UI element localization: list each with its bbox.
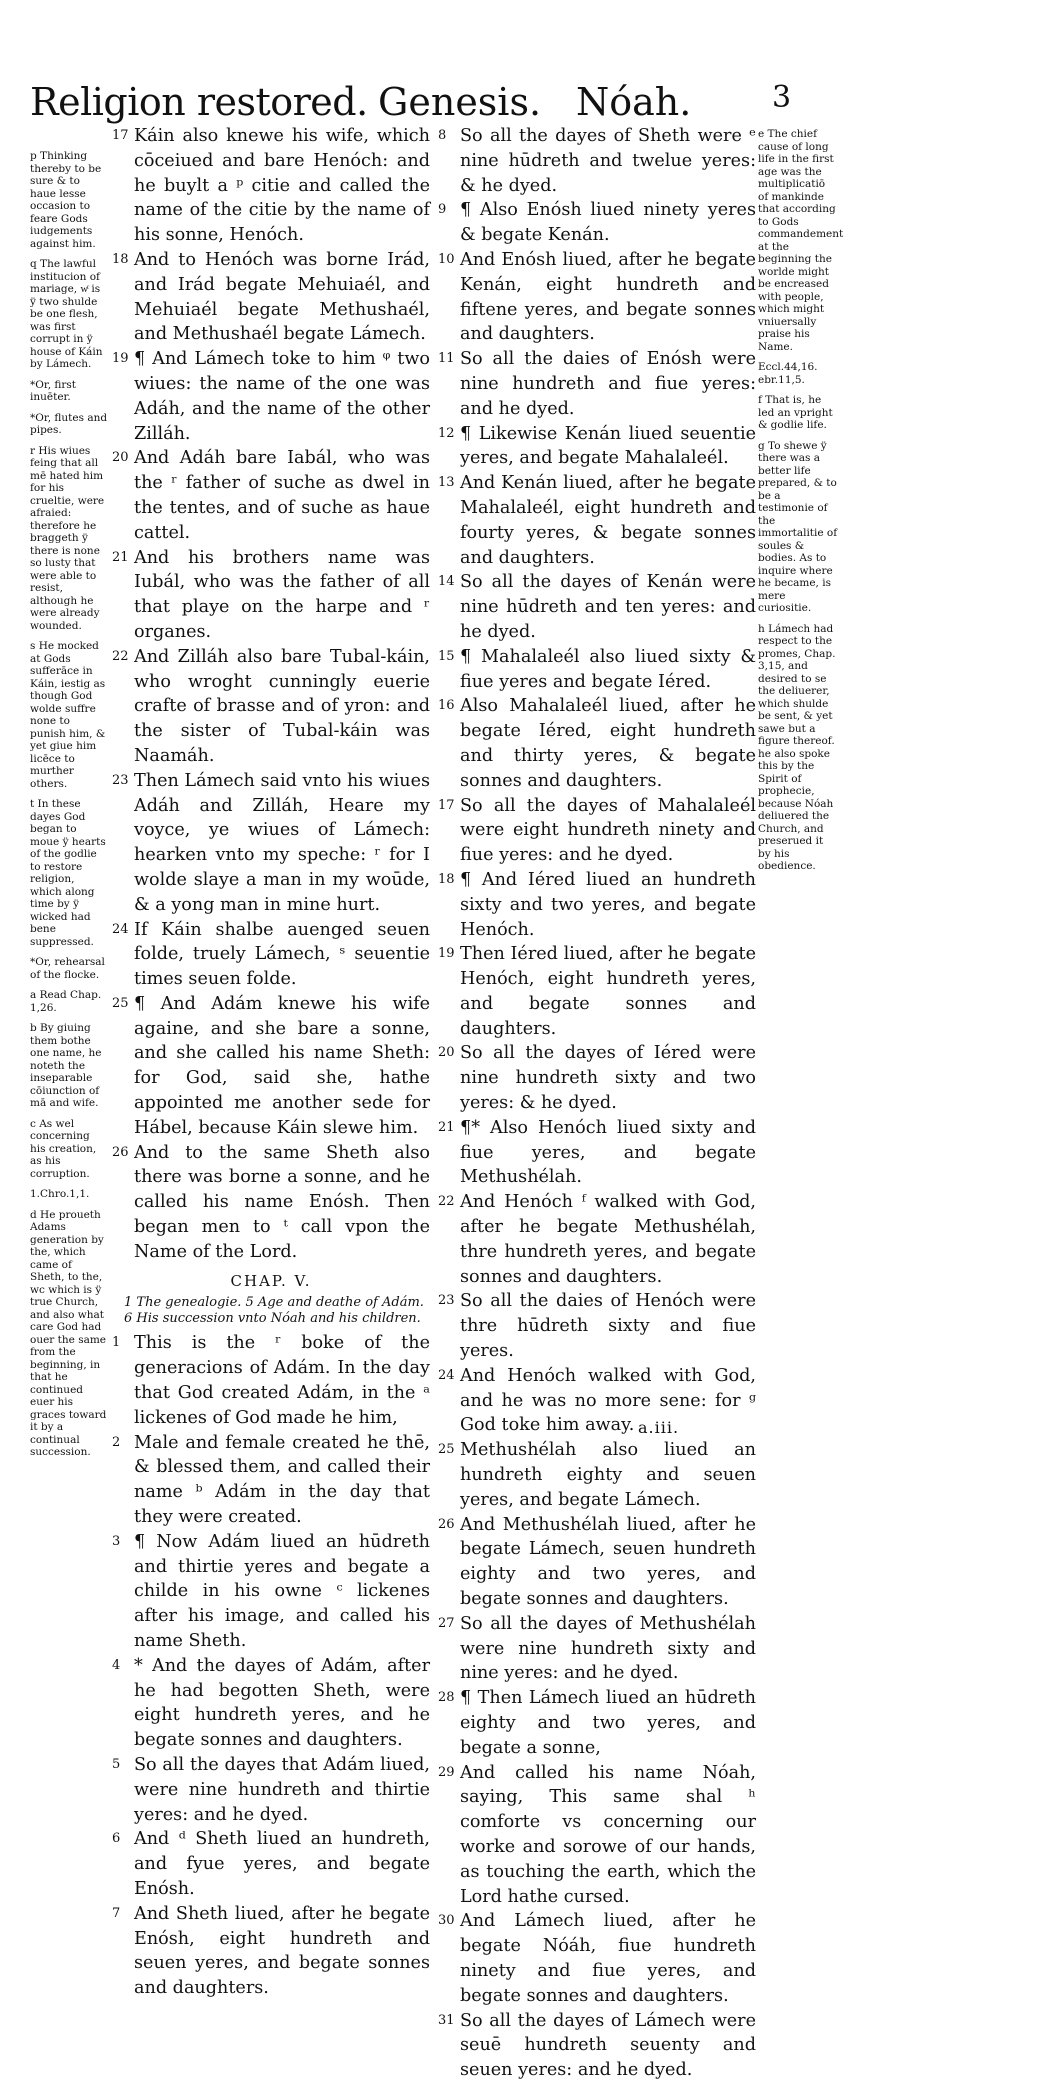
verse-number: 25 <box>112 995 129 1011</box>
verse-text: So all the dayes of Iéred were nine hundreth sixty and two yeres: & he dyed. <box>460 1043 756 1114</box>
margin-note: Eccl.44,16. ebr.11,5. <box>758 361 818 386</box>
right-margin-notes <box>758 128 844 881</box>
verse-number: 1 <box>112 1335 121 1351</box>
margin-note: q The lawful institucion of mariage, wͨ is ÿ two shulde be one flesh, was first corrupt in ÿ house of Káin by Lámech. <box>30 258 103 370</box>
verse <box>112 446 430 545</box>
verse <box>112 1431 430 1530</box>
verse-number: 18 <box>112 251 129 267</box>
verse <box>438 2009 756 2083</box>
verse <box>438 1190 756 1289</box>
verse-text: So all the dayes of Lámech were seuē hundreth seuenty and seuen yeres: and he dyed. <box>460 2010 756 2081</box>
verse-text: So all the dayes of Methushélah were nine hundreth sixty and nine yeres: and he dyed. <box>460 1613 756 1684</box>
verse-number: 22 <box>112 648 129 664</box>
verse-text: ¶ And Adám knewe his wife againe, and she bare a sonne, and she called his name Sheth: for God, said she, hathe appointed me another sede for Hábel, because Káin slewe him. <box>134 993 430 1138</box>
page-number: 3 <box>772 80 792 115</box>
verse-text: So all the daies of Henóch were thre hūdreth sixty and fiue yeres. <box>460 1291 756 1362</box>
margin-note: t In these dayes God began to moue ÿ hearts of the godlie to restore religion, which along time by ÿ wicked had bene suppressed. <box>30 798 106 948</box>
verse-number: 28 <box>438 1690 455 1706</box>
verse <box>112 769 430 918</box>
verse-text: So all the dayes of Sheth were ᵉ nine hūdreth and twelue yeres: & he dyed. <box>460 126 756 196</box>
verse-text: And Kenán liued, after he begate Mahalaleél, eight hundreth and fourty yeres, & begate sonnes and daughters. <box>460 473 756 568</box>
verse-text: ¶ Also Enósh liued ninety yeres & begate Kenán. <box>460 200 756 246</box>
chapter-heading: CHAP. V. <box>230 1271 312 1290</box>
verse <box>112 1331 430 1430</box>
verse <box>112 124 430 248</box>
verse-text: Male and female created he thē, & blessed them, and called their name ᵇ Adám in the day that they were created. <box>134 1432 430 1528</box>
left-text-column <box>112 124 430 2001</box>
verse <box>112 645 430 769</box>
verse-text: Then Lámech said vnto his wiues Adáh and Zilláh, Heare my voyce, ye wiues of Lámech: hearken vnto my speche: ʳ for I wolde slaye a man in my woūde, & a yong man in mine hurt. <box>134 770 431 915</box>
verse-text: So all the dayes of Kenán were nine hūdreth and ten yeres: and he dyed. <box>460 572 756 642</box>
book-title: Genesis. <box>378 80 542 124</box>
verse-number: 10 <box>438 251 455 267</box>
verse <box>112 1753 430 1827</box>
verse-number: 17 <box>112 128 129 143</box>
verse-text: And Henóch walked with God, and he was no more sene: for ᵍ God toke him away. <box>460 1365 756 1436</box>
verse-number: 4 <box>112 1657 121 1673</box>
running-title-right: Nóah. <box>576 80 692 124</box>
margin-note: s He mocked at Gods sufferāce in Káin, iestig as though God wolde suffre none to punish him, & yet giue him licēce to murther others. <box>30 640 106 790</box>
verse-text: And to Henóch was borne Irád, and Irád begate Mehuiaél, and Mehuiaél begate Methushaél, and Methushaél begate Lámech. <box>134 249 430 345</box>
verse <box>112 1902 430 2001</box>
verse <box>112 1827 430 1901</box>
margin-note: *Or, rehearsal of the flocke. <box>30 956 105 981</box>
verse-number: 30 <box>438 1913 455 1929</box>
running-title-left: Religion restored. <box>30 80 368 124</box>
margin-note: r His wiues feing that all mē hated him for his crueltie, were afraied: therefore he braggeth ÿ there is none so lusty that were able to resist, although he were already wounded. <box>30 444 105 632</box>
verse <box>112 992 430 1141</box>
verse-number: 27 <box>438 1615 455 1631</box>
verse-number: 24 <box>438 1367 455 1383</box>
verse <box>112 248 430 347</box>
verse <box>438 1761 756 1910</box>
verse-number: 18 <box>438 871 455 887</box>
verse-text: Also Mahalaleél liued, after he begate Iéred, eight hundreth and thirty yeres, & begate sonnes and daughters. <box>460 696 756 791</box>
margin-note: a Read Chap. 1,26. <box>30 989 102 1014</box>
margin-note: h Lámech had respect to the promes, Chap. 3,15, and desired to se the deliuerer, which shulde be sent, & yet sawe but a figure thereof. he also spoke this by the Spirit of prophecie, because Nóah deliuered the Church, and preserued it by his obedience. <box>758 622 836 872</box>
verse-text: If Káin shalbe auenged seuen folde, truely Lámech, ˢ seuentie times seuen folde. <box>134 919 430 990</box>
verse-text: So all the dayes that Adám liued, were nine hundreth and thirtie yeres: and he dyed. <box>134 1755 430 1825</box>
verse <box>112 1530 430 1654</box>
verse-text: ¶ Likewise Kenán liued seuentie yeres, and begate Mahalaleél. <box>460 423 756 469</box>
margin-note: 1.Chro.1,1. <box>30 1188 90 1200</box>
verse-text: This is the ʳ boke of the generacions of Adám. In the day that God created Adám, in the ᵃ lickenes of God made he him, <box>134 1333 430 1428</box>
margin-note: c As wel concerning his creation, as his corruption. <box>30 1117 97 1180</box>
margin-note: f That is, he led an vpright & godlie life. <box>758 394 833 431</box>
verse-number: 21 <box>438 1119 455 1135</box>
verse-number: 13 <box>438 475 455 491</box>
verse-number: 20 <box>438 1045 455 1061</box>
verse-text: And Lámech liued, after he begate Nóáh, fiue hundreth ninety and fiue yeres, and begate sonnes and daughters. <box>460 1911 756 2006</box>
verse <box>438 868 756 942</box>
verse-number: 22 <box>438 1194 455 1210</box>
verse <box>438 1909 756 2008</box>
verse-text: ¶ Then Lámech liued an hūdreth eighty and two yeres, and begate a sonne, <box>460 1688 756 1758</box>
verse <box>438 694 756 793</box>
verse-text: ¶ And Iéred liued an hundreth sixty and two yeres, and begate Henóch. <box>460 869 756 940</box>
verse-number: 26 <box>438 1516 455 1532</box>
verse <box>438 1686 756 1760</box>
verse <box>438 1289 756 1363</box>
margin-note: p Thinking thereby to be sure & to haue lesse occasion to feare Gods iudgements against him. <box>30 150 102 250</box>
verse-number: 2 <box>112 1434 121 1450</box>
verse <box>438 570 756 644</box>
verse <box>438 1438 756 1512</box>
verse <box>112 1654 430 1753</box>
verse-text: ¶ And Lámech toke to him ᵠ two wiues: the name of the one was Adáh, and the name of the other Zilláh. <box>134 349 430 444</box>
verse <box>438 942 756 1041</box>
running-header <box>30 72 790 122</box>
verse <box>438 1041 756 1115</box>
margin-note: *Or, first inuēter. <box>30 378 77 403</box>
verse-number: 23 <box>112 772 129 788</box>
verse-number: 24 <box>112 921 129 937</box>
margin-note: g To shewe ÿ there was a better life prepared, & to be a testimonie of the immortalitie of soules & bodies. As to inquire where he became, is mere curiositie. <box>758 439 838 614</box>
verse <box>438 471 756 570</box>
verse-text: Methushélah also liued an hundreth eighty and seuen yeres, and begate Lámech. <box>460 1440 756 1510</box>
verse-text: And Zilláh also bare Tubal-káin, who wroght cunningly euerie crafte of brasse and of yron: and the sister of Tubal-káin was Naamáh. <box>134 646 430 766</box>
verse-number: 20 <box>112 450 129 466</box>
verse-number: 26 <box>112 1144 129 1160</box>
verse-number: 21 <box>112 549 129 565</box>
verse <box>438 1612 756 1686</box>
verse-text: Then Iéred liued, after he begate Henóch, eight hundreth yeres, and begate sonnes and daughters. <box>460 944 756 1039</box>
verse <box>438 124 756 198</box>
verse-text: ¶ Now Adám liued an hūdreth and thirtie yeres and begate a childe in his owne ᶜ lickenes after his image, and called his name Sheth. <box>134 1531 430 1652</box>
verse-text: And ᵈ Sheth liued an hundreth, and fyue yeres, and begate Enósh. <box>134 1829 430 1899</box>
verse <box>438 1116 756 1190</box>
verse-number: 23 <box>438 1293 455 1309</box>
verse-number: 15 <box>438 648 455 664</box>
verse-text: And Adáh bare Iabál, who was the ʳ father of suche as dwel in the tentes, and of suche as haue cattel. <box>134 448 430 543</box>
verse-text: * And the dayes of Adám, after he had begotten Sheth, were eight hundreth yeres, and he begate sonnes and daughters. <box>134 1655 430 1751</box>
right-text-column <box>438 124 756 2083</box>
verse <box>438 198 756 248</box>
verse-number: 11 <box>438 351 455 367</box>
verse-number: 29 <box>438 1764 455 1780</box>
margin-note: b By giuing them bothe one name, he noteth the inseparable cōiunction of mā and wife. <box>30 1022 102 1109</box>
verse <box>438 422 756 472</box>
verse <box>438 794 756 868</box>
verse-text: And Enósh liued, after he begate Kenán, eight hundreth and fiftene yeres, and begate sonnes and daughters. <box>460 249 756 345</box>
verse-text: And his brothers name was Iubál, who was the father of all that playe on the harpe and ʳ organes. <box>134 547 430 642</box>
verse <box>112 918 430 992</box>
verse-number: 3 <box>112 1533 121 1549</box>
verse-number: 7 <box>112 1905 121 1921</box>
verse-number: 16 <box>438 698 455 714</box>
verse-number: 19 <box>112 351 129 367</box>
verse-number: 14 <box>438 574 455 590</box>
verse-text: ¶* Also Henóch liued sixty and fiue yeres, and begate Methushélah. <box>460 1117 756 1188</box>
margin-note: *Or, flutes and pipes. <box>30 411 108 436</box>
verse-text: So all the daies of Enósh were nine hundreth and fiue yeres: and he dyed. <box>460 349 756 419</box>
verse-number: 9 <box>438 202 447 218</box>
verse-text: ¶ Mahalaleél also liued sixty & fiue yeres and begate Iéred. <box>460 646 756 692</box>
verse <box>438 248 756 347</box>
verse-number: 25 <box>438 1442 455 1458</box>
verse-text: So all the dayes of Mahalaleél were eight hundreth ninety and fiue yeres: and he dyed. <box>460 795 756 866</box>
verse <box>112 546 430 645</box>
verse-text: And Methushélah liued, after he begate Lámech, seuen hundreth eighty and two yeres, and begate sonnes and daughters. <box>460 1514 756 1610</box>
verse-number: 12 <box>438 425 455 441</box>
verse <box>438 1364 756 1438</box>
left-margin-notes <box>30 150 108 1467</box>
verse <box>438 347 756 421</box>
margin-note: e The chief cause of long life in the first age was the multiplicatiō of mankinde that according to Gods commandement at the beginning the worlde might be encreased with people, which might vniuersally praise his Name. <box>758 128 844 353</box>
verse-text: And to the same Sheth also there was borne a sonne, and he called his name Enósh. Then began men to ᵗ call vpon the Name of the Lord. <box>134 1142 430 1262</box>
verse-number: 6 <box>112 1831 121 1847</box>
verse <box>112 1141 430 1265</box>
verse-text: And Henóch ᶠ walked with God, after he begate Methushélah, thre hundreth yeres, and begate sonnes and daughters. <box>460 1192 756 1287</box>
verse-number: 31 <box>438 2012 455 2028</box>
verse <box>438 645 756 695</box>
margin-note: d He proueth Adams generation by the, which came of Sheth, to the, wc which is ÿ true Church, and also what care God had ouer the same from the beginning, in that he continued euer his graces toward it by a continual succession. <box>30 1208 107 1458</box>
signature-mark: a.iii. <box>638 1418 680 1437</box>
verse <box>112 347 430 446</box>
verse-text: And Sheth liued, after he begate Enósh, eight hundreth and seuen yeres, and begate sonnes and daughters. <box>134 1903 430 1999</box>
verse-number: 19 <box>438 946 455 962</box>
verse-number: 8 <box>438 128 447 143</box>
verse-number: 17 <box>438 797 455 813</box>
verse-text: Káin also knewe his wife, which cōceiued and bare Henóch: and he buylt a ᵖ citie and called the name of the citie by the name of his sonne, Henóch. <box>134 126 430 246</box>
verse-text: And called his name Nóah, saying, This same shal ʰ comforte vs concerning our worke and sorowe of our hands, as touching the earth, which the Lord hathe cursed. <box>460 1762 756 1907</box>
verse <box>438 1513 756 1612</box>
chapter-summary: 1 The genealogie. 5 Age and deathe of Adám. 6 His succession vnto Nóah and his children. <box>124 1295 424 1327</box>
verse-number: 5 <box>112 1757 121 1772</box>
